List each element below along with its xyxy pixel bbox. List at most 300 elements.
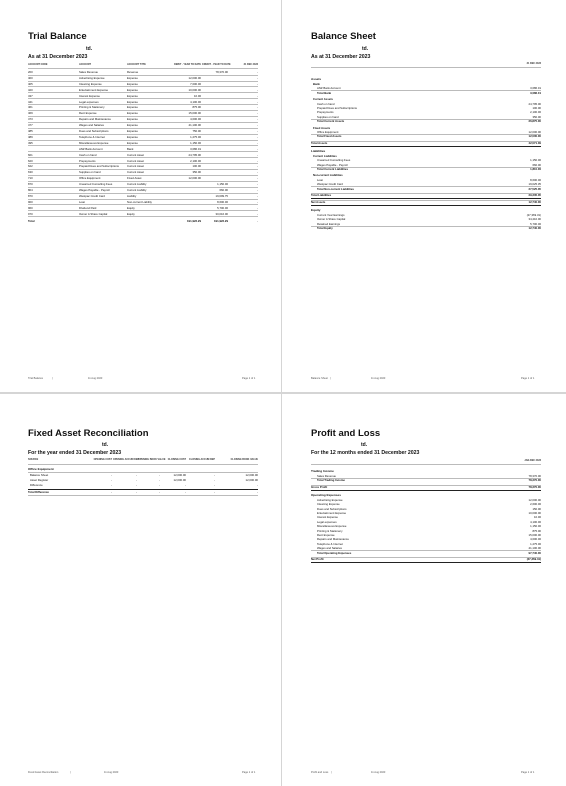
table-cell: 620 xyxy=(28,158,33,163)
empty-marker: - xyxy=(257,99,258,104)
line-label: Telephone & Internet xyxy=(317,541,343,546)
empty-marker: - xyxy=(257,117,258,122)
table-row xyxy=(0,473,281,477)
organisation-name: td. xyxy=(102,442,109,448)
table-cell: 870 xyxy=(28,193,33,198)
table-cell: Cash on hand xyxy=(79,152,97,157)
table-header-row xyxy=(283,62,564,66)
column-header: ACCOUNT TYPE xyxy=(127,63,146,66)
table-header-row xyxy=(0,458,281,462)
table-cell: 710 xyxy=(28,176,33,181)
line-value: 4,000.00 xyxy=(530,537,541,542)
total-label: Total Difference xyxy=(28,490,49,494)
rule-line xyxy=(311,562,541,563)
table-cell: Expense xyxy=(127,140,138,145)
table-row xyxy=(0,176,281,180)
column-header: ACCOUNT CODE xyxy=(28,63,48,66)
rule-line xyxy=(28,489,258,490)
table-cell: - xyxy=(257,483,258,487)
table-cell: Asset Register xyxy=(30,478,49,482)
line-value: 19,025.35 xyxy=(528,182,541,187)
line-value: 2,600.00 xyxy=(530,502,541,507)
table-cell: Expense xyxy=(127,117,138,122)
table-cell: 477 xyxy=(28,123,33,128)
total-debit: 191,922.29 xyxy=(187,218,201,223)
line-value: 12,000.00 xyxy=(528,497,541,502)
table-cell: 12,000.00 xyxy=(188,176,201,181)
table-cell: - xyxy=(111,478,112,482)
footer-text: | xyxy=(52,377,53,380)
line-value: 12,000.00 xyxy=(528,134,541,139)
statement-row xyxy=(283,167,564,171)
line-label: Dues and Subscriptions xyxy=(317,506,347,511)
footer-text: Balance Sheet xyxy=(311,377,328,380)
line-label: Trading Income xyxy=(311,469,334,473)
statement-row xyxy=(283,134,564,138)
column-header: CLOSING COST xyxy=(167,458,186,461)
statement-row xyxy=(283,173,564,177)
line-label: Rent Expense xyxy=(317,532,335,537)
trial-balance-page xyxy=(0,0,281,392)
line-label: Current Liabilities xyxy=(313,153,337,158)
table-row xyxy=(0,100,281,104)
organisation-name: td. xyxy=(362,46,369,52)
empty-marker: - xyxy=(257,193,258,198)
statement-row xyxy=(283,493,564,497)
table-cell: Entertainment Expense xyxy=(79,87,109,92)
table-cell: Expense xyxy=(127,105,138,110)
line-label: Gross Profit xyxy=(311,485,328,490)
column-header: CREDIT - YEAR TO DATE xyxy=(202,63,231,66)
statement-row xyxy=(283,91,564,95)
empty-marker: - xyxy=(257,211,258,216)
table-cell: Liability xyxy=(127,193,137,198)
table-row xyxy=(0,70,281,74)
table-row xyxy=(0,111,281,115)
table-cell: Supplies on hand xyxy=(79,170,101,175)
table-cell: Wages Payable - Payroll xyxy=(79,188,110,192)
statement-row xyxy=(283,524,564,528)
table-cell: - xyxy=(159,473,160,477)
table-cell: Prepaid Dues and Subscriptions xyxy=(79,164,119,169)
table-cell: - xyxy=(185,483,186,487)
table-row xyxy=(0,105,281,109)
table-cell: 405 xyxy=(28,81,33,86)
line-value: 1,150.00 xyxy=(530,158,541,163)
empty-marker: - xyxy=(257,199,258,204)
line-label: Entertainment Expense xyxy=(317,510,347,515)
table-row xyxy=(0,164,281,168)
table-cell: Wages and Salaries xyxy=(79,123,104,128)
line-value: 34,410.00 xyxy=(528,217,541,222)
line-label: Current Year Earnings xyxy=(317,212,345,217)
table-cell: 10,000.00 xyxy=(188,87,201,92)
statement-row xyxy=(283,529,564,533)
line-value: 875.00 xyxy=(532,528,541,533)
empty-marker: - xyxy=(257,87,258,92)
table-cell: Printing & Stationery xyxy=(79,105,105,110)
line-label: Total Fixed Assets xyxy=(317,134,342,139)
page-title: Fixed Asset Reconciliation xyxy=(28,428,149,439)
table-header-row xyxy=(283,459,564,463)
table-row xyxy=(0,76,281,80)
line-label: Prepaid Dues and Subscriptions xyxy=(317,106,357,110)
table-cell: - xyxy=(136,483,137,487)
table-cell: Unearned Consulting Fees xyxy=(79,182,113,187)
line-label: Loan xyxy=(317,177,324,182)
statement-row xyxy=(283,158,564,162)
table-cell: - xyxy=(159,478,160,482)
empty-marker: - xyxy=(257,152,258,157)
table-cell: Loan xyxy=(79,199,86,204)
table-cell: 489 xyxy=(28,134,33,139)
empty-marker: - xyxy=(257,218,258,223)
page-number: Page 1 of 1 xyxy=(242,771,256,774)
footer-text: | xyxy=(70,771,71,774)
table-cell: 41,100.00 xyxy=(188,123,201,128)
table-cell: Current Asset xyxy=(127,170,144,175)
line-value: 1,810.00 xyxy=(530,166,541,171)
empty-marker: - xyxy=(257,134,258,139)
empty-marker: - xyxy=(257,140,258,145)
line-label: Cleaning Expense xyxy=(317,502,340,507)
table-cell: Repairs and Maintenance xyxy=(79,117,111,122)
table-cell: Interest Expense xyxy=(79,93,100,98)
line-value: 12,740.00 xyxy=(528,200,541,205)
table-cell: Expense xyxy=(127,81,138,86)
column-header: JAN-DEC 2023 xyxy=(524,459,541,462)
table-cell: ANZ Bank Account xyxy=(79,146,103,151)
table-cell: Dues and Subscriptions xyxy=(79,129,109,133)
line-value: (27,369.31) xyxy=(526,557,541,562)
statement-row xyxy=(283,141,564,145)
line-label: Westpac Credit Card xyxy=(317,182,343,187)
table-cell: Expense xyxy=(127,87,138,92)
line-label: Retained Earnings xyxy=(317,221,341,226)
statement-row xyxy=(283,226,564,230)
table-cell: Miscellaneous Expense xyxy=(79,140,109,145)
rule-line xyxy=(311,490,541,491)
total-label: Total xyxy=(28,218,35,223)
table-cell: Current Asset xyxy=(127,164,144,169)
table-cell: 461 xyxy=(28,105,33,110)
line-value: 12,000.00 xyxy=(528,130,541,134)
table-cell: 437 xyxy=(28,93,33,98)
table-cell: Expense xyxy=(127,129,138,133)
footer-text: 11 Aug 2023 xyxy=(371,377,386,380)
table-cell: - xyxy=(214,473,215,477)
line-label: Assets xyxy=(311,77,322,81)
statement-row xyxy=(283,154,564,158)
line-label: ANZ Bank Account xyxy=(317,86,341,91)
statement-row xyxy=(283,119,564,123)
statement-row xyxy=(283,520,564,524)
line-label: Net Profit xyxy=(311,557,324,562)
table-cell: Expense xyxy=(127,75,138,80)
empty-marker: - xyxy=(257,129,258,133)
footer-text: Trial Balance xyxy=(28,377,44,380)
table-row xyxy=(0,123,281,127)
column-header: CLOSING ACCUM DEP xyxy=(189,458,215,461)
line-label: Miscellaneous Expense xyxy=(317,524,347,529)
statement-row xyxy=(283,557,564,561)
table-cell: Westpac Credit Card xyxy=(79,193,105,198)
table-cell: Legal expenses xyxy=(79,99,99,104)
line-label: Advertising Expense xyxy=(317,497,343,502)
statement-row xyxy=(283,200,564,204)
table-row xyxy=(0,483,281,487)
table-cell: 469 xyxy=(28,111,33,116)
table-cell: 804 xyxy=(28,188,33,192)
column-header: OPENING BOOK VALUE xyxy=(138,458,166,461)
table-cell: Office Equipment xyxy=(79,176,101,181)
table-cell: 4,000.00 xyxy=(190,117,201,122)
statement-row xyxy=(283,187,564,191)
table-cell: Non-current Liability xyxy=(127,199,152,204)
line-label: Wages Payable - Payroll xyxy=(317,162,348,167)
line-label: Total Trading Income xyxy=(317,478,345,483)
line-label: Total Current Liabilities xyxy=(317,166,349,171)
total-row xyxy=(0,219,281,223)
empty-marker: - xyxy=(257,105,258,110)
table-row xyxy=(0,129,281,133)
section-row xyxy=(0,467,281,471)
empty-marker: - xyxy=(257,93,258,98)
footer-text: | xyxy=(330,377,331,380)
empty-marker: - xyxy=(257,182,258,187)
statement-row xyxy=(283,469,564,473)
table-cell: 750.00 xyxy=(192,129,201,133)
table-cell: 420 xyxy=(28,87,33,92)
table-cell: Current Asset xyxy=(127,158,144,163)
table-cell: Balance Sheet xyxy=(30,473,49,477)
table-cell: Owner A Share Capital xyxy=(79,211,108,216)
table-row xyxy=(0,194,281,198)
table-cell: Expense xyxy=(127,123,138,128)
table-cell: Bank xyxy=(127,146,134,151)
statement-row xyxy=(283,502,564,506)
table-row xyxy=(0,170,281,174)
table-cell: 350.00 xyxy=(192,170,201,175)
line-label: Printing & Stationery xyxy=(317,528,343,533)
table-cell: Revenue xyxy=(127,70,139,74)
line-value: 3,086.01 xyxy=(530,86,541,91)
table-cell: Equity xyxy=(127,205,135,210)
statement-row xyxy=(283,515,564,519)
table-row xyxy=(0,188,281,192)
line-label: Current Assets xyxy=(313,97,333,102)
total-cell: - xyxy=(257,490,258,494)
line-value: 150.00 xyxy=(532,506,541,511)
line-value: 78,370.00 xyxy=(528,478,541,483)
line-label: Operating Expenses xyxy=(311,492,341,497)
line-value: 100.00 xyxy=(532,106,541,110)
line-label: Total Equity xyxy=(317,225,333,230)
line-value: 78,370.00 xyxy=(528,485,541,490)
table-cell: Equity xyxy=(127,211,135,216)
line-label: Interest Expense xyxy=(317,515,338,520)
table-cell: 30,016.00 xyxy=(215,211,228,216)
table-row xyxy=(0,206,281,210)
line-value: 10,000.00 xyxy=(528,510,541,515)
table-cell: 12,000.00 xyxy=(173,473,186,477)
statement-row xyxy=(283,533,564,537)
table-cell: - xyxy=(214,483,215,487)
table-row xyxy=(0,478,281,482)
table-row xyxy=(0,153,281,157)
line-value: 1,150.00 xyxy=(530,524,541,529)
statement-row xyxy=(283,511,564,515)
line-label: Fixed Assets xyxy=(313,125,331,130)
report-subtitle: As at 31 December 2023 xyxy=(311,54,371,60)
line-value: 10.00 xyxy=(534,515,541,520)
empty-marker: - xyxy=(257,170,258,175)
table-cell: Fixed Asset xyxy=(127,176,142,181)
footer-text: Profit and Loss xyxy=(311,771,329,774)
footer-text: 11 Aug 2023 xyxy=(371,771,386,774)
statement-row xyxy=(283,478,564,482)
table-cell: 1,275.00 xyxy=(190,134,201,139)
empty-marker: - xyxy=(257,205,258,210)
organisation-name: td. xyxy=(86,46,93,52)
statement-row xyxy=(283,106,564,110)
line-value: 8,600.00 xyxy=(530,177,541,182)
line-label: Owner A Share Capital xyxy=(317,217,346,222)
table-cell: - xyxy=(136,473,137,477)
footer-text: | xyxy=(331,771,332,774)
section-title: Office Equipment xyxy=(28,467,54,471)
table-cell: Expense xyxy=(127,134,138,139)
table-cell: 601 xyxy=(28,152,33,157)
report-subtitle: For the 12 months ended 31 December 2023 xyxy=(311,450,420,456)
profit-and-loss-page xyxy=(283,394,564,786)
empty-marker: - xyxy=(257,158,258,163)
table-cell: 1,150.00 xyxy=(190,140,201,145)
line-label: Non-current Liabilities xyxy=(313,173,343,178)
empty-marker: - xyxy=(257,123,258,128)
table-cell: - xyxy=(136,478,137,482)
line-label: Liabilities xyxy=(311,148,326,153)
empty-marker: - xyxy=(257,146,258,151)
table-cell: Dividend Paid xyxy=(79,205,97,210)
table-cell: Current Liability xyxy=(127,188,147,192)
empty-marker: - xyxy=(257,164,258,169)
table-cell: Advertising Expense xyxy=(79,75,105,80)
table-cell: Sales Revenue xyxy=(79,70,98,74)
line-label: Sales Revenue xyxy=(317,474,336,478)
line-label: Total Operating Expenses xyxy=(317,550,352,555)
table-cell: 900 xyxy=(28,199,33,204)
table-cell: 1,150.00 xyxy=(217,182,228,187)
statement-row xyxy=(283,149,564,153)
statement-row xyxy=(283,178,564,182)
statement-row xyxy=(283,542,564,546)
balance-sheet-page xyxy=(283,0,564,392)
table-cell: 200 xyxy=(28,70,33,74)
line-label: Total Liabilities xyxy=(311,193,332,198)
empty-marker: - xyxy=(257,111,258,116)
total-cell: - xyxy=(136,490,137,494)
table-row xyxy=(0,135,281,139)
total-row xyxy=(0,490,281,494)
report-subtitle: For the year ended 31 December 2023 xyxy=(28,450,122,456)
table-cell: 100.00 xyxy=(192,164,201,169)
line-label: Total Non-current Liabilities xyxy=(317,186,354,191)
table-cell: 495 xyxy=(28,140,33,145)
line-value: (27,369.31) xyxy=(526,212,541,217)
table-cell: Expense xyxy=(127,111,138,116)
column-header: CLOSING BOOK VALUE xyxy=(230,458,258,461)
line-value: 1,275.00 xyxy=(530,541,541,546)
table-cell: 485 xyxy=(28,129,33,133)
line-value: 27,525.35 xyxy=(528,186,541,191)
total-credit: 191,922.29 xyxy=(214,218,228,223)
table-cell: 870 xyxy=(28,182,33,187)
line-value: 350.00 xyxy=(532,114,541,119)
column-header: ACCOUNT xyxy=(79,63,91,66)
table-cell: Difference xyxy=(30,483,43,487)
line-value: 41,100.00 xyxy=(528,546,541,551)
empty-marker: - xyxy=(257,81,258,86)
table-cell: 473 xyxy=(28,117,33,122)
total-cell: - xyxy=(111,490,112,494)
fixed-asset-reconciliation-page xyxy=(0,394,281,786)
statement-row xyxy=(283,193,564,197)
table-row xyxy=(0,94,281,98)
column-header: 31 DEC 2023 xyxy=(243,63,258,66)
table-cell: 630 xyxy=(28,170,33,175)
statement-row xyxy=(283,551,564,555)
table-cell: Current Asset xyxy=(127,152,144,157)
line-label: Total Current Assets xyxy=(317,119,345,124)
table-cell: - xyxy=(214,478,215,482)
empty-marker: - xyxy=(257,70,258,74)
table-row xyxy=(0,200,281,204)
empty-marker: - xyxy=(257,75,258,80)
line-value: 660.00 xyxy=(532,162,541,167)
table-cell: 78,370.00 xyxy=(215,70,228,74)
table-cell: 400 xyxy=(28,75,33,80)
page-title: Balance Sheet xyxy=(311,31,376,42)
table-row xyxy=(0,82,281,86)
table-cell: 2,100.00 xyxy=(190,158,201,163)
table-cell: 3,086.01 xyxy=(190,146,201,151)
footer-text: 11 Aug 2023 xyxy=(88,377,103,380)
statement-row xyxy=(283,537,564,541)
table-cell: 15,000.00 xyxy=(188,111,201,116)
table-cell: 12,000.00 xyxy=(173,478,186,482)
line-label: Equity xyxy=(311,207,321,212)
statement-row xyxy=(283,213,564,217)
page-title: Trial Balance xyxy=(28,31,87,42)
table-cell: 7,000.00 xyxy=(190,81,201,86)
line-label: Unearned Consulting Fees xyxy=(317,158,351,163)
table-cell: 970 xyxy=(28,211,33,216)
line-label: Prepayments xyxy=(317,110,334,115)
rule-line xyxy=(311,146,541,147)
page-title: Profit and Loss xyxy=(311,428,381,439)
table-cell: 12,000.00 xyxy=(245,473,258,477)
table-cell: 875.00 xyxy=(192,105,201,110)
table-row xyxy=(0,182,281,186)
line-value: 2,100.00 xyxy=(530,110,541,115)
line-value: 29,335.35 xyxy=(528,193,541,198)
table-cell: Rent Expense xyxy=(79,111,97,116)
table-cell: 622 xyxy=(28,164,33,169)
table-row xyxy=(0,159,281,163)
total-cell: - xyxy=(185,490,186,494)
table-cell: Expense xyxy=(127,99,138,104)
